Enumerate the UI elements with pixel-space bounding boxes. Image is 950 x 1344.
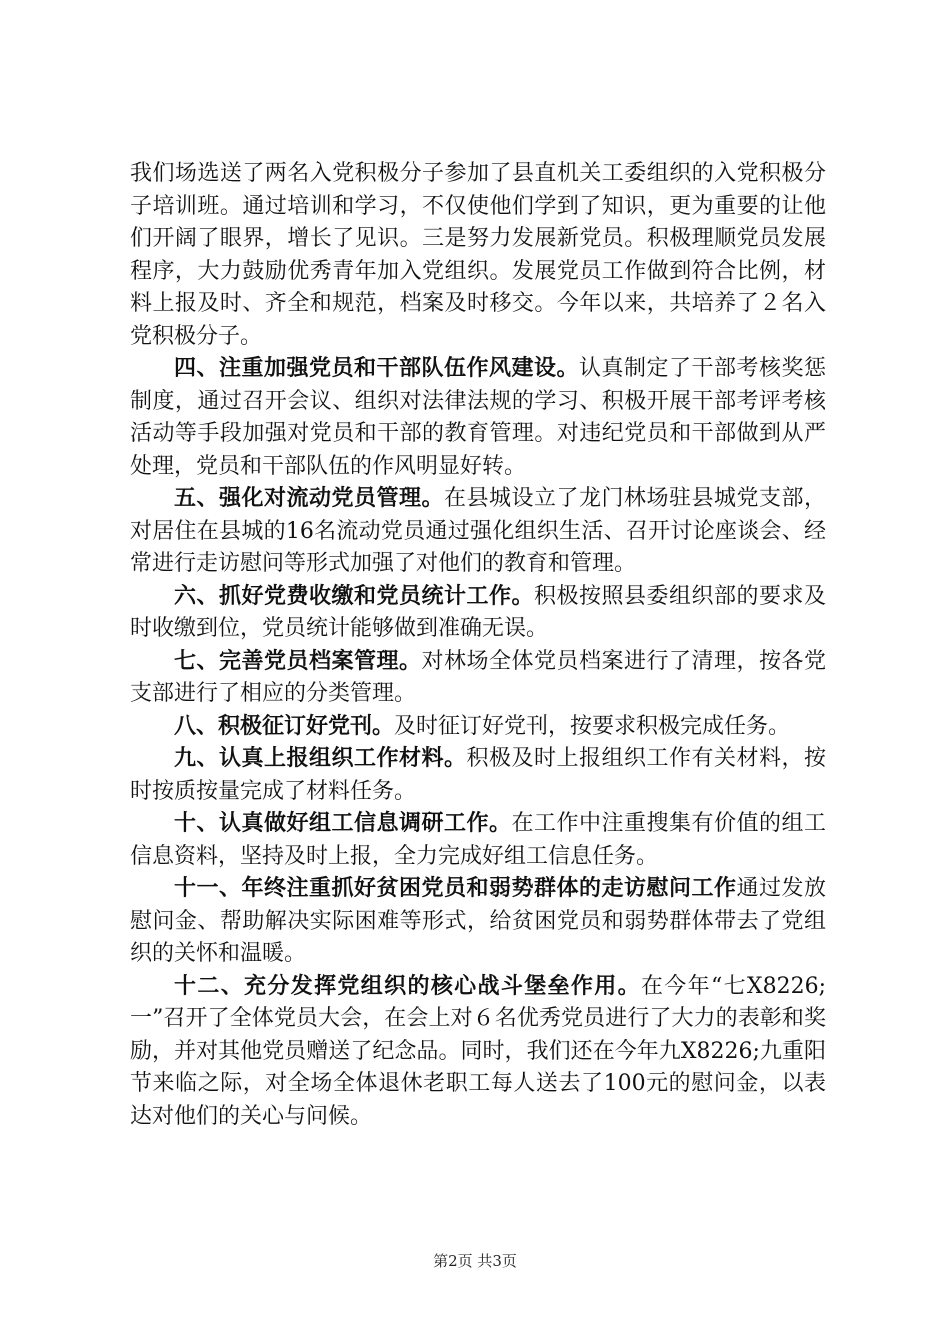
paragraph-body: 我们场选送了两名入党积极分子参加了县直机关工委组织的入党积极分子培训班。通过培训和学习，不仅使他们学到了知识，更为重要的让他们开阔了眼界，增长了见识。三是努力发展新党员。积极理顺党员发展程序，大力鼓励优秀青年加入党组织。发展党员工作做到符合比例，材料上报及时、齐全和规范，档案及时移交。今年以来，共培养了２名入党积极分子。 [130, 161, 826, 349]
section-heading: 八、积极征订好党刊。 [174, 713, 395, 739]
paragraph-body: 在县城设立了龙门林场驻县城党支部，对居住在县城的16名流动党员通过强化组织生活、召开讨论座谈会、经常进行走访慰问等形式加强了对他们的教育和管理。 [130, 486, 826, 576]
section-heading: 四、注重加强党员和干部队伍作风建设。 [174, 356, 579, 381]
section-heading: 十、认真做好组工信息调研工作。 [174, 811, 512, 836]
paragraph-continuation [130, 158, 826, 353]
paragraph-body: 及时征订好党刊，按要求积极完成任务。 [394, 713, 791, 739]
paragraph-section-6 [130, 581, 826, 646]
section-heading: 六、抓好党费收缴和党员统计工作。 [174, 583, 534, 609]
paragraph-body: 在工作中注重搜集有价值的组工信息资料，坚持及时上报，全力完成好组工信息任务。 [130, 811, 826, 869]
paragraph-body: 认真制定了干部考核奖惩制度，通过召开会议、组织对法律法规的学习、积极开展干部考评考核活动等手段加强对党员和干部的教育管理。对违纪党员和干部做到从严处理，党员和干部队伍的作风明显好转。 [130, 356, 826, 479]
paragraph-section-8 [130, 711, 826, 744]
paragraph-section-4 [130, 353, 826, 483]
paragraph-body: 对林场全体党员档案进行了清理，按各党支部进行了相应的分类管理。 [130, 648, 826, 706]
section-heading: 九、认真上报组织工作材料。 [174, 746, 467, 771]
paragraph-section-12 [130, 971, 826, 1134]
page-number-footer: 第2页 共3页 [433, 1252, 517, 1270]
document-body [130, 158, 826, 1133]
paragraph-body: 通过发放慰问金、帮助解决实际困难等形式，给贫困党员和弱势群体带去了党组织的关怀和温暖。 [130, 876, 826, 966]
section-heading: 五、强化对流动党员管理。 [174, 486, 444, 511]
section-heading: 七、完善党员档案管理。 [174, 648, 422, 674]
paragraph-body: 在今年“七X8226;一”召开了全体党员大会，在会上对６名优秀党员进行了大力的表彰和奖励，并对其他党员赠送了纪念品。同时，我们还在今年九X8226;九重阳节来临之际，对全场全体退休老职工每人送去了100元的慰问金，以表达对他们的关心与问候。 [130, 973, 826, 1129]
section-heading: 十一、年终注重抓好贫困党员和弱势群体的走访慰问工作 [174, 876, 737, 901]
paragraph-section-9 [130, 743, 826, 808]
paragraph-section-7 [130, 646, 826, 711]
paragraph-section-5 [130, 483, 826, 581]
paragraph-body: 积极按照县委组织部的要求及时收缴到位，党员统计能够做到准确无误。 [130, 583, 826, 641]
paragraph-section-10 [130, 808, 826, 873]
section-heading: 十二、充分发挥党组织的核心战斗堡垒作用。 [174, 973, 641, 999]
paragraph-body: 积极及时上报组织工作有关材料，按时按质按量完成了材料任务。 [130, 746, 826, 804]
paragraph-section-11 [130, 873, 826, 971]
